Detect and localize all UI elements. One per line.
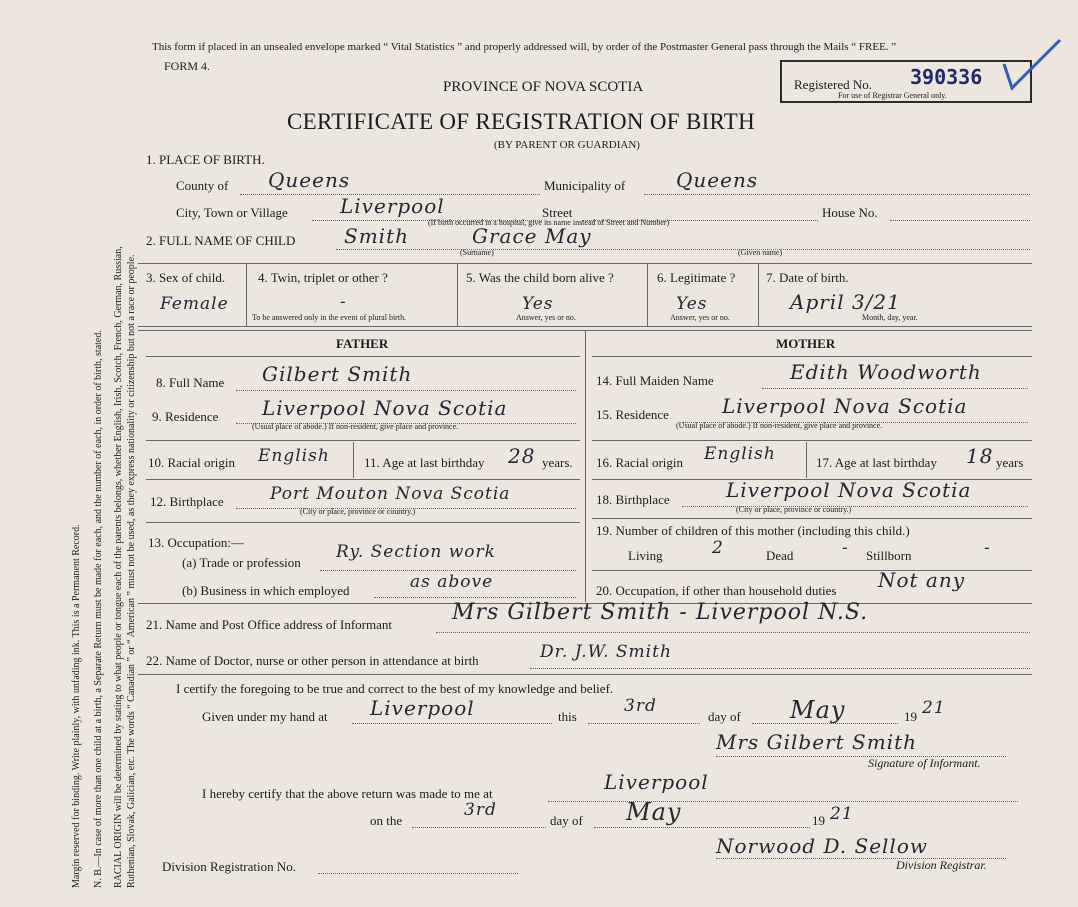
return-place-value: Liverpool	[604, 770, 709, 794]
city-value: Liverpool	[340, 194, 445, 218]
street-label: Street	[542, 205, 573, 220]
birth-date-value: April 3/21	[790, 290, 901, 314]
mother-residence-value: Liverpool Nova Scotia	[722, 394, 968, 418]
mother-birthplace-value: Liverpool Nova Scotia	[726, 478, 972, 502]
municipality-label: Municipality of	[544, 178, 626, 193]
birth-date-note: Month, day, year.	[862, 313, 918, 322]
dead-label: Dead	[766, 548, 794, 563]
registrar-note: For use of Registrar General only.	[838, 91, 947, 100]
father-trade-value: Ry. Section work	[336, 542, 496, 562]
check-mark-icon	[1002, 36, 1062, 96]
form-number: FORM 4.	[164, 59, 211, 73]
father-occupation-label: 13. Occupation:—	[148, 535, 245, 550]
return-statement: I hereby certify that the above return was made to me at	[202, 786, 493, 801]
mother-occupation-label: 20. Occupation, if other than household duties	[596, 583, 837, 598]
father-trade-label: (a) Trade or profession	[182, 555, 301, 570]
stillborn-label: Stillborn	[866, 548, 912, 563]
return-year-prefix: 19	[812, 813, 825, 828]
father-birthplace-value: Port Mouton Nova Scotia	[270, 484, 511, 504]
margin-note-plural: N. B.—In case of more than one child at a birth, a Separate Return must be made for each, and the number of each, in order of birth, stated.	[93, 330, 104, 888]
born-alive-label: 5. Was the child born alive ?	[466, 270, 614, 285]
sex-value: Female	[160, 294, 229, 314]
year-value: 21	[922, 698, 946, 718]
mother-occupation-value: Not any	[878, 568, 966, 592]
hospital-note: (If birth occurred in a hospital, give its name instead of Street and Number)	[428, 218, 670, 227]
father-name-value: Gilbert Smith	[262, 362, 413, 386]
registered-label: Registered No.	[794, 77, 872, 92]
municipality-value: Queens	[676, 168, 759, 192]
registration-box	[780, 60, 1032, 103]
father-age-value: 28	[508, 444, 536, 468]
mother-name-label: 14. Full Maiden Name	[596, 373, 714, 388]
page-title: CERTIFICATE OF REGISTRATION OF BIRTH	[287, 109, 756, 134]
given-under-label: Given under my hand at	[202, 709, 328, 724]
father-residence-value: Liverpool Nova Scotia	[262, 396, 508, 420]
mail-notice: This form if placed in an unsealed envelope marked “ Vital Statistics ” and properly addressed will, by order of the Postmaster General pass through the Mails “ FREE. ”	[152, 41, 897, 53]
place-of-birth-label: 1. PLACE OF BIRTH.	[146, 152, 265, 167]
month-value: May	[790, 696, 846, 724]
surname-note: (Surname)	[460, 248, 494, 257]
sex-label: 3. Sex of child.	[146, 270, 226, 285]
legitimate-label: 6. Legitimate ?	[657, 270, 736, 285]
father-racial-label: 10. Racial origin	[148, 455, 236, 470]
informant-value: Mrs Gilbert Smith - Liverpool N.S.	[452, 600, 869, 625]
mother-heading: MOTHER	[776, 336, 836, 351]
father-birthplace-label: 12. Birthplace	[150, 494, 224, 509]
mother-age-value: 18	[966, 444, 994, 468]
city-label: City, Town or Village	[176, 205, 288, 220]
mother-birthplace-label: 18. Birthplace	[596, 492, 670, 507]
mother-residence-label: 15. Residence	[596, 407, 669, 422]
day-of-label: day of	[708, 709, 741, 724]
mother-years-label: years	[996, 455, 1024, 470]
return-month-value: May	[626, 798, 682, 826]
this-label: this	[558, 709, 577, 724]
mother-age-label: 17. Age at last birthday	[816, 455, 937, 470]
father-business-value: as above	[410, 572, 494, 592]
father-birthplace-note: (City or place, province or country.)	[300, 507, 416, 516]
twin-label: 4. Twin, triplet or other ?	[258, 270, 388, 285]
registrar-signature: Norwood D. Sellow	[716, 834, 928, 858]
living-value: 2	[712, 538, 724, 558]
father-age-label: 11. Age at last birthday	[364, 455, 485, 470]
living-label: Living	[628, 548, 663, 563]
children-count-label: 19. Number of children of this mother (including this child.)	[596, 523, 910, 538]
on-the-label: on the	[370, 813, 403, 828]
legitimate-note: Answer, yes or no.	[670, 313, 730, 322]
return-year-value: 21	[830, 804, 854, 824]
return-day-value: 3rd	[464, 800, 497, 820]
twin-value: -	[340, 292, 347, 312]
father-residence-note: (Usual place of abode.) If non-resident, give place and province.	[252, 422, 459, 431]
twin-note: To be answered only in the event of plural birth.	[252, 313, 407, 322]
day-value: 3rd	[624, 696, 657, 716]
county-label: County of	[176, 178, 229, 193]
informant-label: 21. Name and Post Office address of Informant	[146, 617, 392, 632]
father-business-label: (b) Business in which employed	[182, 583, 350, 598]
mother-racial-value: English	[704, 444, 776, 464]
county-value: Queens	[268, 168, 351, 192]
division-registrar-label: Division Registrar.	[896, 858, 987, 872]
margin-note-racial-2: Ruthenian, Slovak, Galician, etc. The words “ Canadian ” or “ American ” must not be used, as they express nationality or citizenship but not a race or people.	[126, 254, 137, 888]
page-subtitle: (BY PARENT OR GUARDIAN)	[494, 139, 640, 151]
margin-note-binding: Margin reserved for binding. Write plainly, with unfading ink. This is a Permanent Record.	[71, 524, 82, 888]
registered-number: 390336	[910, 65, 983, 89]
father-residence-label: 9. Residence	[152, 409, 219, 424]
division-registration-label: Division Registration No.	[162, 859, 296, 874]
doctor-label: 22. Name of Doctor, nurse or other person in attendance at birth	[146, 653, 479, 668]
mother-birthplace-note: (City or place, province or country.)	[736, 505, 852, 514]
father-name-label: 8. Full Name	[156, 375, 225, 390]
dead-value: -	[842, 538, 849, 558]
house-label: House No.	[822, 205, 878, 220]
province-heading: PROVINCE OF NOVA SCOTIA	[443, 79, 644, 95]
mother-residence-note: (Usual place of abode.) If non-resident, give place and province.	[676, 421, 883, 430]
child-surname-value: Smith	[344, 224, 409, 248]
signature-informant-label: Signature of Informant.	[868, 756, 981, 770]
mother-racial-label: 16. Racial origin	[596, 455, 684, 470]
child-name-label: 2. FULL NAME OF CHILD	[146, 233, 296, 248]
stillborn-value: -	[984, 538, 991, 558]
legitimate-value: Yes	[676, 294, 708, 314]
given-name-note: (Given name)	[738, 248, 783, 257]
father-racial-value: English	[258, 446, 330, 466]
year-prefix: 19	[904, 709, 917, 724]
child-given-value: Grace May	[472, 224, 592, 248]
informant-signature: Mrs Gilbert Smith	[716, 730, 918, 754]
margin-note-racial-1: RACIAL ORIGIN will be determined by stating to what people or tongue each of the parents belongs, whether English, Irish, Scotch, French, German, Russian,	[113, 246, 124, 888]
mother-name-value: Edith Woodworth	[790, 360, 982, 384]
return-day-of-label: day of	[550, 813, 583, 828]
father-heading: FATHER	[336, 336, 389, 351]
born-alive-note: Answer, yes or no.	[516, 313, 576, 322]
father-years-label: years.	[542, 455, 573, 470]
certify-statement: I certify the foregoing to be true and correct to the best of my knowledge and belief.	[176, 681, 614, 696]
given-place-value: Liverpool	[370, 696, 475, 720]
birth-date-label: 7. Date of birth.	[766, 270, 849, 285]
doctor-value: Dr. J.W. Smith	[540, 642, 672, 662]
born-alive-value: Yes	[522, 294, 554, 314]
